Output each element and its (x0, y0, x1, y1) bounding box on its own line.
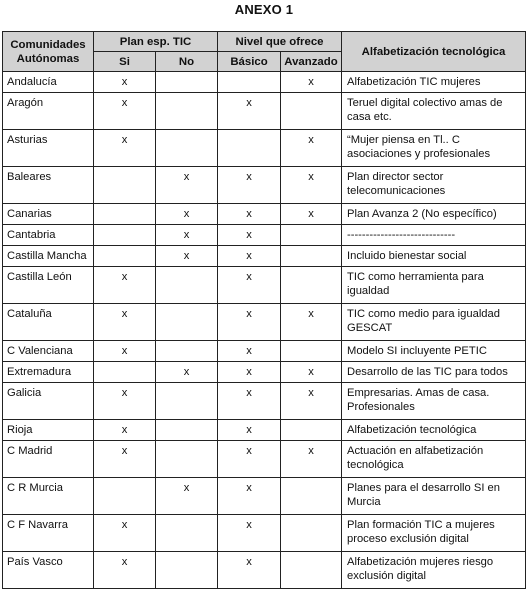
alfabetizacion-cell: “Mujer piensa en Tl.. C asociaciones y profesionales (342, 130, 526, 167)
avanzado-cell: x (281, 304, 342, 341)
alfabetizacion-cell: TIC como medio para igualdad GESCAT (342, 304, 526, 341)
basico-cell (218, 130, 281, 167)
avanzado-cell: x (281, 130, 342, 167)
table-body (3, 72, 526, 589)
plan-no-cell (156, 441, 218, 478)
table-row (3, 552, 526, 589)
avanzado-cell: x (281, 441, 342, 478)
alfabetizacion-cell: TIC como herramienta para igualdad (342, 267, 526, 304)
basico-cell: x (218, 246, 281, 267)
plan-si-cell (94, 204, 156, 225)
plan-si-cell: x (94, 383, 156, 420)
plan-si-cell: x (94, 130, 156, 167)
basico-cell: x (218, 341, 281, 362)
plan-no-cell (156, 267, 218, 304)
plan-si-cell: x (94, 441, 156, 478)
plan-no-cell (156, 304, 218, 341)
region-cell: C Madrid (3, 441, 94, 478)
avanzado-cell: x (281, 204, 342, 225)
table-row (3, 441, 526, 478)
avanzado-cell (281, 420, 342, 441)
avanzado-cell (281, 246, 342, 267)
plan-si-cell (94, 478, 156, 515)
basico-cell (218, 72, 281, 93)
alfabetizacion-cell: Actuación en alfabetización tecnológica (342, 441, 526, 478)
plan-no-cell: x (156, 362, 218, 383)
plan-si-cell (94, 362, 156, 383)
basico-cell: x (218, 478, 281, 515)
region-cell: Andalucía (3, 72, 94, 93)
table-row (3, 420, 526, 441)
plan-no-cell (156, 93, 218, 130)
basico-cell: x (218, 552, 281, 589)
page-title: ANEXO 1 (234, 2, 294, 17)
table-header (3, 32, 526, 72)
basico-cell: x (218, 204, 281, 225)
plan-si-cell: x (94, 420, 156, 441)
avanzado-cell (281, 267, 342, 304)
plan-no-cell (156, 515, 218, 552)
plan-si-cell: x (94, 341, 156, 362)
alfabetizacion-cell: Modelo SI incluyente PETIC (342, 341, 526, 362)
header-alfabetizacion: Alfabetización tecnológica (342, 32, 526, 72)
table-row (3, 225, 526, 246)
plan-no-cell: x (156, 167, 218, 204)
plan-si-cell (94, 225, 156, 246)
plan-si-cell (94, 167, 156, 204)
table-row (3, 362, 526, 383)
table-row (3, 204, 526, 225)
avanzado-cell: x (281, 383, 342, 420)
header-basico: Básico (218, 52, 281, 72)
table-row (3, 130, 526, 167)
plan-no-cell (156, 130, 218, 167)
basico-cell: x (218, 304, 281, 341)
plan-no-cell (156, 72, 218, 93)
region-cell: Castilla León (3, 267, 94, 304)
plan-no-cell (156, 552, 218, 589)
table-row (3, 167, 526, 204)
alfabetizacion-cell: Alfabetización TIC mujeres (342, 72, 526, 93)
alfabetizacion-cell: Alfabetización mujeres riesgo exclusión digital (342, 552, 526, 589)
avanzado-cell: x (281, 72, 342, 93)
alfabetizacion-cell: Incluido bienestar social (342, 246, 526, 267)
alfabetizacion-cell: Plan formación TIC a mujeres proceso exclusión digital (342, 515, 526, 552)
alfabetizacion-cell: Plan director sector telecomunicaciones (342, 167, 526, 204)
table-row (3, 304, 526, 341)
alfabetizacion-cell: ----------------------------- (342, 225, 526, 246)
alfabetizacion-cell: Alfabetización tecnológica (342, 420, 526, 441)
plan-no-cell: x (156, 225, 218, 246)
avanzado-cell (281, 515, 342, 552)
plan-no-cell (156, 341, 218, 362)
plan-no-cell: x (156, 246, 218, 267)
basico-cell: x (218, 362, 281, 383)
alfabetizacion-cell: Teruel digital colectivo amas de casa etc. (342, 93, 526, 130)
basico-cell: x (218, 225, 281, 246)
region-cell: Galicia (3, 383, 94, 420)
table-row (3, 72, 526, 93)
region-cell: C F Navarra (3, 515, 94, 552)
basico-cell: x (218, 515, 281, 552)
basico-cell: x (218, 420, 281, 441)
basico-cell: x (218, 267, 281, 304)
table-row (3, 341, 526, 362)
region-cell: Rioja (3, 420, 94, 441)
plan-si-cell (94, 246, 156, 267)
table-row (3, 383, 526, 420)
avanzado-cell (281, 93, 342, 130)
region-cell: Cantabria (3, 225, 94, 246)
annex-table (2, 31, 526, 589)
plan-no-cell: x (156, 478, 218, 515)
table-row (3, 267, 526, 304)
alfabetizacion-cell: Plan Avanza 2 (No específico) (342, 204, 526, 225)
header-plan-si: Si (94, 52, 156, 72)
region-cell: C Valenciana (3, 341, 94, 362)
table-row (3, 478, 526, 515)
table-row (3, 93, 526, 130)
region-cell: Aragón (3, 93, 94, 130)
avanzado-cell: x (281, 167, 342, 204)
region-cell: Castilla Mancha (3, 246, 94, 267)
region-cell: C R Murcia (3, 478, 94, 515)
alfabetizacion-cell: Empresarias. Amas de casa. Profesionales (342, 383, 526, 420)
alfabetizacion-cell: Desarrollo de las TIC para todos (342, 362, 526, 383)
plan-si-cell: x (94, 552, 156, 589)
header-region: Comunidades Autónomas (3, 32, 94, 72)
avanzado-cell (281, 552, 342, 589)
plan-si-cell: x (94, 72, 156, 93)
header-nivel: Nivel que ofrece (218, 32, 342, 52)
header-avanzado: Avanzado (281, 52, 342, 72)
basico-cell: x (218, 383, 281, 420)
region-cell: Asturias (3, 130, 94, 167)
region-cell: Extremadura (3, 362, 94, 383)
basico-cell: x (218, 167, 281, 204)
region-cell: Canarias (3, 204, 94, 225)
header-plan: Plan esp. TIC (94, 32, 218, 52)
alfabetizacion-cell: Planes para el desarrollo SI en Murcia (342, 478, 526, 515)
plan-no-cell: x (156, 204, 218, 225)
region-cell: Baleares (3, 167, 94, 204)
basico-cell: x (218, 93, 281, 130)
plan-si-cell: x (94, 304, 156, 341)
header-plan-no: No (156, 52, 218, 72)
avanzado-cell (281, 341, 342, 362)
plan-si-cell: x (94, 267, 156, 304)
avanzado-cell (281, 478, 342, 515)
region-cell: Cataluña (3, 304, 94, 341)
plan-no-cell (156, 420, 218, 441)
avanzado-cell (281, 225, 342, 246)
plan-no-cell (156, 383, 218, 420)
table-row (3, 246, 526, 267)
basico-cell: x (218, 441, 281, 478)
table-row (3, 515, 526, 552)
plan-si-cell: x (94, 515, 156, 552)
region-cell: País Vasco (3, 552, 94, 589)
avanzado-cell: x (281, 362, 342, 383)
plan-si-cell: x (94, 93, 156, 130)
